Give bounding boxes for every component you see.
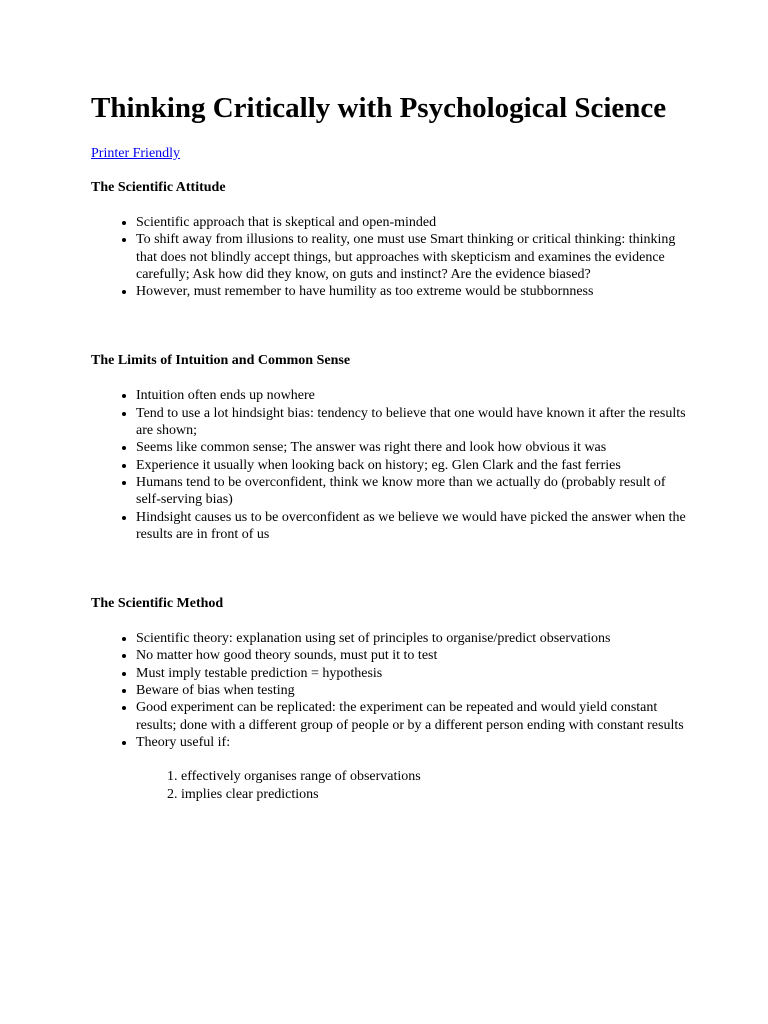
list-item: • Theory useful if:: [136, 734, 691, 751]
list-item: • Good experiment can be replicated: the experiment can be repeated and would yield constant results; done with a different group of people or by a different person ending with constant results: [136, 699, 691, 734]
page-title: Thinking Critically with Psychological Science: [91, 92, 667, 124]
list-item: • Tend to use a lot hindsight bias: tendency to believe that one would have known it after the results are shown;: [136, 405, 691, 440]
section-heading-scientific-method: The Scientific Method: [91, 596, 224, 612]
scientific-attitude-list: [91, 214, 691, 300]
list-item: • Seems like common sense; The answer was right there and look how obvious it was: [136, 439, 691, 456]
list-item: • However, must remember to have humility as too extreme would be stubbornness: [136, 283, 691, 300]
list-item: • Scientific theory: explanation using set of principles to organise/predict observations: [136, 630, 691, 647]
list-item: • Must imply testable prediction = hypothesis: [136, 665, 691, 682]
numbered-item: 1. effectively organises range of observations: [181, 768, 691, 785]
section-heading-limits-of-intuition: The Limits of Intuition and Common Sense: [91, 353, 351, 369]
numbered-item: 2. implies clear predictions: [181, 786, 691, 803]
theory-criteria-list: [91, 768, 691, 803]
list-item: • Scientific approach that is skeptical and open-minded: [136, 214, 691, 231]
list-item: • No matter how good theory sounds, must put it to test: [136, 647, 691, 664]
limits-of-intuition-list: [91, 387, 691, 543]
list-item: • Beware of bias when testing: [136, 682, 691, 699]
printer-friendly-link[interactable]: Printer Friendly: [91, 146, 181, 161]
list-item: • Humans tend to be overconfident, think we know more than we actually do (probably result of self-serving bias): [136, 474, 691, 509]
scientific-method-list: [91, 630, 691, 751]
section-heading-scientific-attitude: The Scientific Attitude: [91, 180, 226, 195]
list-item: • Experience it usually when looking back on history; eg. Glen Clark and the fast ferries: [136, 457, 691, 474]
list-item: • Intuition often ends up nowhere: [136, 387, 691, 404]
document-page: [91, 90, 691, 803]
list-item: • To shift away from illusions to reality, one must use Smart thinking or critical thinking: thinking that does not blindly accept things, but approaches with skepticism and examines the evidence carefully; Ask how did they know, on guts and instinct? Are the evidence biased?: [136, 231, 691, 283]
list-item: • Hindsight causes us to be overconfident as we believe we would have picked the answer when the results are in front of us: [136, 509, 691, 544]
